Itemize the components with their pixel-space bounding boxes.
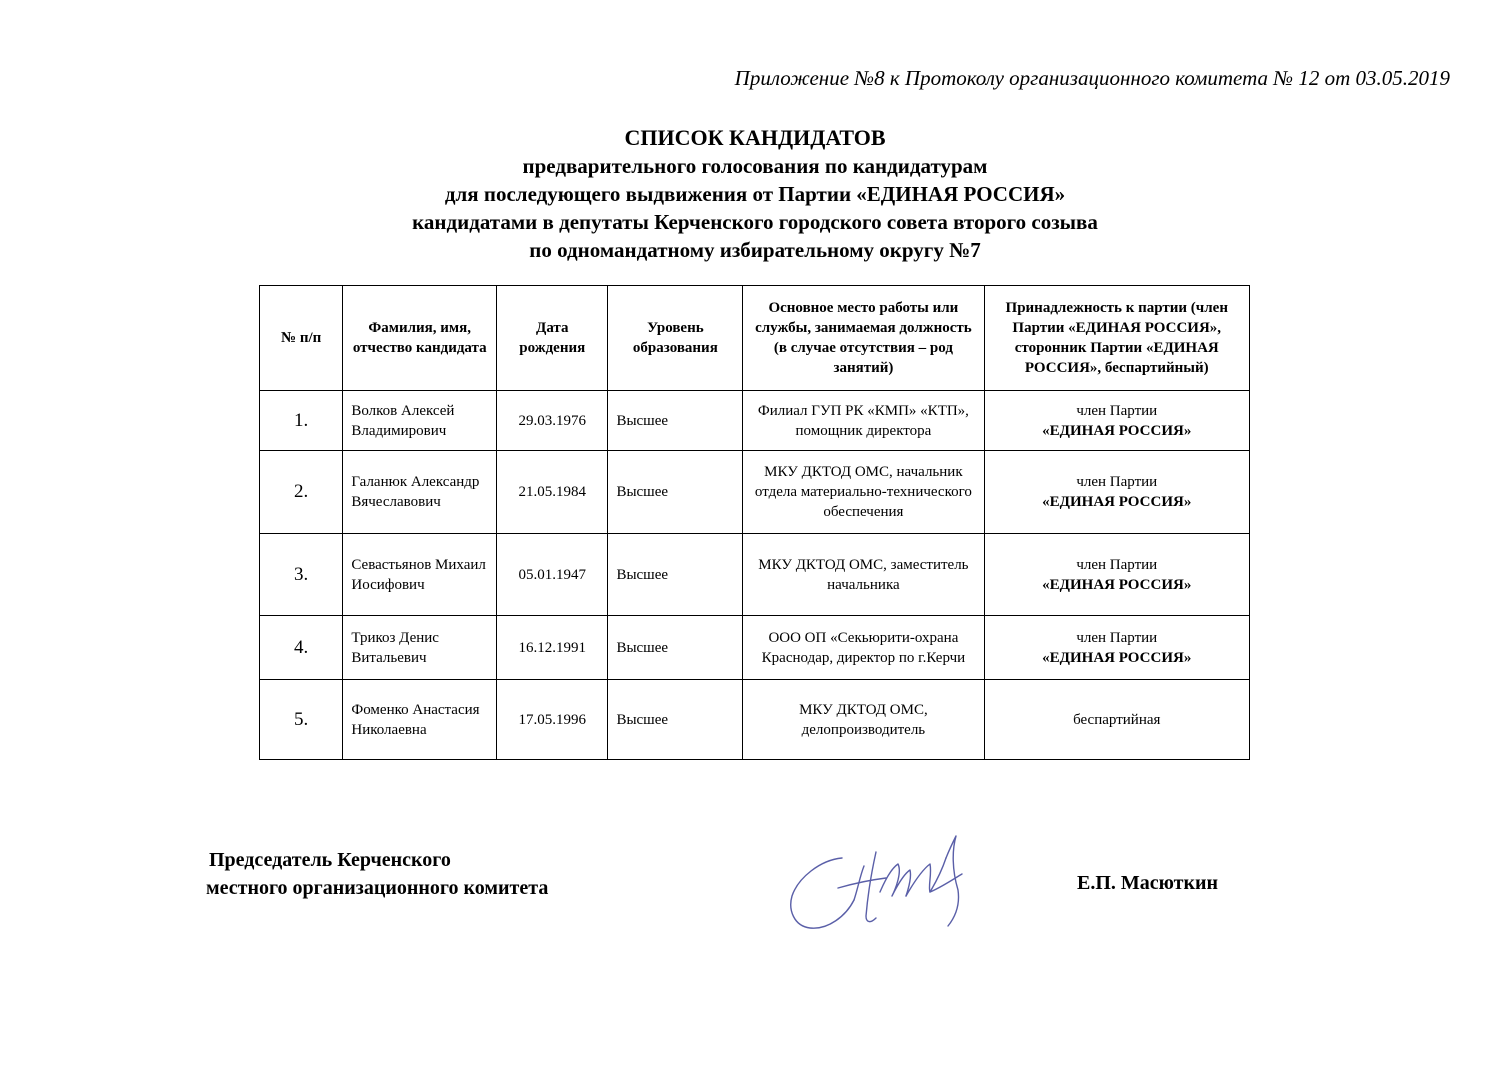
party-status: член Партии <box>1076 474 1158 490</box>
party-name: «ЕДИНАЯ РОССИЯ» <box>1042 422 1192 439</box>
candidates-table <box>259 285 1250 760</box>
document-title <box>0 124 1510 264</box>
party-status: беспартийная <box>1073 711 1161 728</box>
position-line-2: местного организационного комитета <box>206 877 549 899</box>
cell-party <box>984 391 1250 451</box>
position-line-1: Председатель Керченского <box>209 849 451 871</box>
title-line-2: предварительного голосования по кандидатурам <box>522 154 988 178</box>
cell-work: МКУ ДКТОД ОМС, начальник отдела материально-технического обеспечения <box>743 451 984 534</box>
party-name: «ЕДИНАЯ РОССИЯ» <box>1042 576 1192 593</box>
header-dob: Дата рождения <box>497 286 608 391</box>
cell-education: Высшее <box>608 451 743 534</box>
cell-dob: 29.03.1976 <box>497 391 608 451</box>
cell-education: Высшее <box>608 616 743 680</box>
cell-name: Севастьянов Михаил Иосифович <box>343 534 497 616</box>
cell-party <box>984 451 1250 534</box>
signatory-name: Е.П. Масюткин <box>1077 872 1219 894</box>
cell-name: Фоменко Анастасия Николаевна <box>343 680 497 760</box>
cell-dob: 16.12.1991 <box>497 616 608 680</box>
table-row <box>260 391 1250 451</box>
header-name: Фамилия, имя, отчество кандидата <box>343 286 497 391</box>
cell-work: МКУ ДКТОД ОМС, заместитель начальника <box>743 534 984 616</box>
party-name: «ЕДИНАЯ РОССИЯ» <box>1042 494 1192 510</box>
signatory-position <box>206 846 548 902</box>
cell-party <box>984 534 1250 616</box>
cell-work: Филиал ГУП РК «КМП» «КТП», помощник директора <box>743 391 984 451</box>
cell-education: Высшее <box>608 391 743 451</box>
title-line-1: СПИСОК КАНДИДАТОВ <box>624 125 886 150</box>
cell-num: 1. <box>260 391 343 451</box>
party-status: член Партии <box>1076 402 1158 419</box>
table-header-row <box>260 286 1250 391</box>
table-row <box>260 534 1250 616</box>
cell-dob: 21.05.1984 <box>497 451 608 534</box>
cell-party <box>984 680 1250 760</box>
party-status: член Партии <box>1076 556 1158 573</box>
header-num: № п/п <box>260 286 343 391</box>
cell-name: Галанюк Александр Вячеславович <box>343 451 497 534</box>
table-row <box>260 680 1250 760</box>
party-name: «ЕДИНАЯ РОССИЯ» <box>1042 649 1192 666</box>
header-education: Уровень образования <box>608 286 743 391</box>
cell-num: 4. <box>260 616 343 680</box>
cell-num: 2. <box>260 451 343 534</box>
cell-name: Трикоз Денис Витальевич <box>343 616 497 680</box>
table-row <box>260 616 1250 680</box>
title-line-4: кандидатами в депутаты Керченского городского совета второго созыва <box>412 210 1098 234</box>
title-line-5: по одномандатному избирательному округу №7 <box>529 238 981 262</box>
table-row <box>260 451 1250 534</box>
handwritten-signature-icon <box>780 830 980 940</box>
party-status: член Партии <box>1076 629 1158 646</box>
header-work: Основное место работы или службы, занимаемая должность (в случае отсутствия – род занятий) <box>743 286 984 391</box>
cell-num: 3. <box>260 534 343 616</box>
appendix-reference: Приложение №8 к Протоколу организационного комитета № 12 от 03.05.2019 <box>734 66 1450 90</box>
cell-name: Волков Алексей Владимирович <box>343 391 497 451</box>
cell-num: 5. <box>260 680 343 760</box>
cell-work: ООО ОП «Секьюрити-охрана Краснодар, директор по г.Керчи <box>743 616 984 680</box>
cell-dob: 05.01.1947 <box>497 534 608 616</box>
title-line-3: для последующего выдвижения от Партии «ЕДИНАЯ РОССИЯ» <box>444 182 1066 206</box>
cell-party <box>984 616 1250 680</box>
cell-education: Высшее <box>608 534 743 616</box>
header-party: Принадлежность к партии (член Партии «ЕДИНАЯ РОССИЯ», сторонник Партии «ЕДИНАЯ РОССИЯ», беспартийный) <box>984 286 1250 391</box>
cell-dob: 17.05.1996 <box>497 680 608 760</box>
cell-work: МКУ ДКТОД ОМС, делопроизводитель <box>743 680 984 760</box>
cell-education: Высшее <box>608 680 743 760</box>
